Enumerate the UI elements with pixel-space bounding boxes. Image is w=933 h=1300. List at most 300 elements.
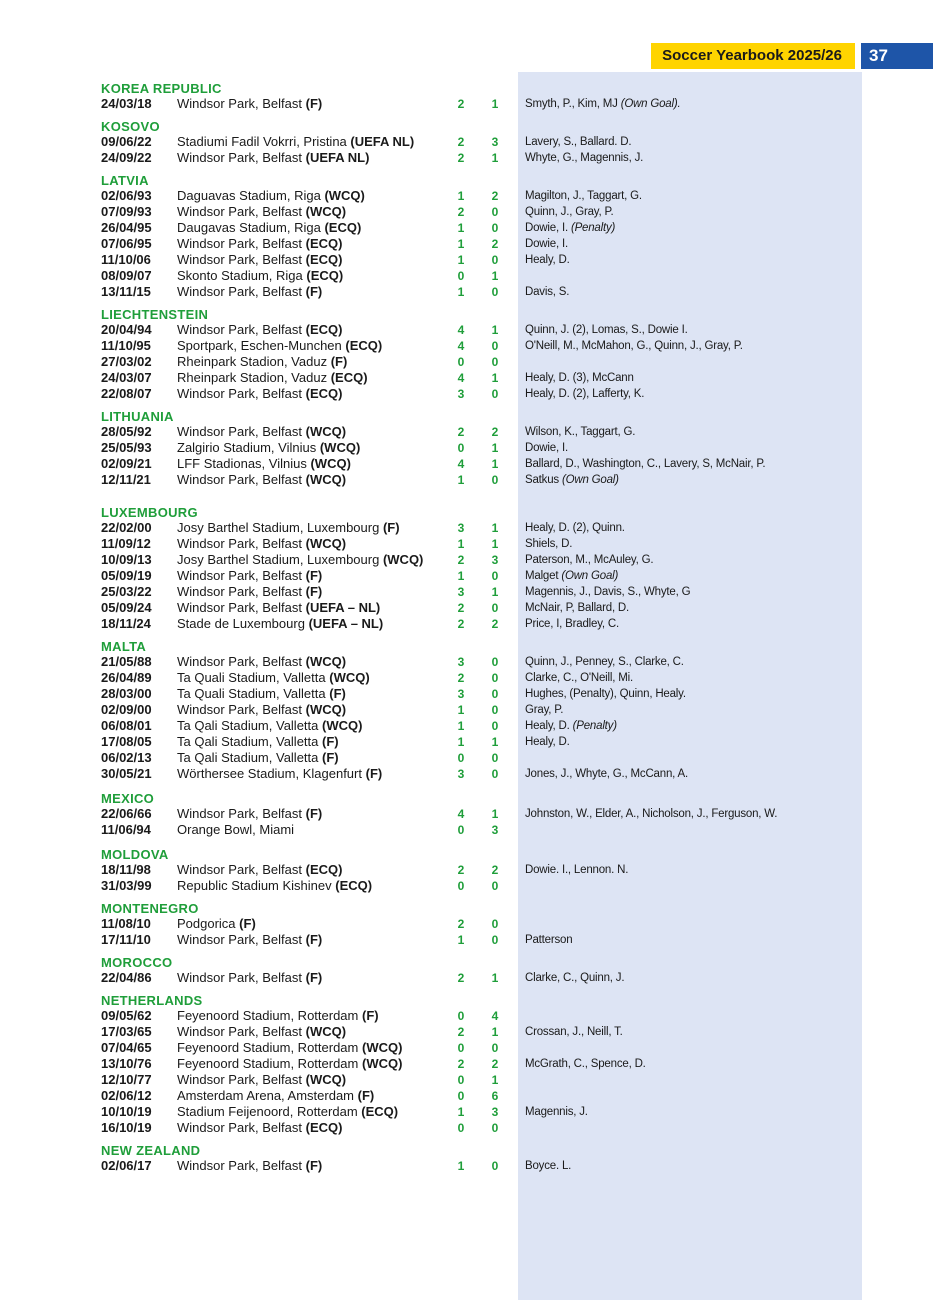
venue-name: Windsor Park, Belfast [177,96,302,111]
match-date: 02/06/17 [101,1158,152,1173]
match-date: 09/06/22 [101,134,152,149]
match-date: 18/11/98 [101,862,151,877]
country-section [101,174,821,300]
match-row [101,456,821,472]
match-date: 26/04/95 [101,220,152,235]
away-score: 2 [491,189,499,203]
match-row [101,932,821,948]
match-date: 16/10/19 [101,1120,152,1135]
match-row [101,338,821,354]
match-date: 28/05/92 [101,424,152,439]
country-section [101,640,821,782]
venue-name: Windsor Park, Belfast [177,932,302,947]
home-score: 0 [457,441,465,455]
match-date: 11/10/06 [101,252,151,267]
venue-name: Windsor Park, Belfast [177,600,302,615]
goal-scorers [525,1024,623,1040]
away-score: 0 [491,601,499,615]
away-score: 0 [491,933,499,947]
match-venue [177,536,346,552]
away-score: 1 [491,521,499,535]
home-score: 1 [457,1105,465,1119]
scorer-names: Healy, D. [525,736,570,748]
goal-scorers [525,734,570,750]
goal-scorers [525,766,688,782]
scorer-names: Paterson, M., McAuley, G. [525,554,654,566]
scorer-names: Johnston, W., Elder, A., Nicholson, J., Ferguson, W. [525,808,778,820]
away-score: 2 [491,863,499,877]
goal-scorers [525,970,624,986]
goal-scorers [525,252,570,268]
venue-name: Windsor Park, Belfast [177,970,302,985]
goal-scorers [525,424,635,440]
venue-name: Windsor Park, Belfast [177,654,302,669]
competition-code: (ECQ) [305,252,343,267]
goal-scorers [525,1104,588,1120]
home-score: 2 [457,617,465,631]
competition-code: (WCQ) [305,654,347,669]
match-date: 12/10/77 [101,1072,152,1087]
match-venue [177,220,361,236]
home-score: 2 [457,151,465,165]
venue-name: Windsor Park, Belfast [177,536,302,551]
competition-code: (ECQ) [335,878,373,893]
away-score: 1 [491,457,499,471]
match-date: 22/04/86 [101,970,152,985]
venue-name: Windsor Park, Belfast [177,386,302,401]
competition-code: (WCQ) [305,1072,347,1087]
scorer-names: McNair, P, Ballard, D. [525,602,630,614]
venue-name: Daugavas Stadium, Riga [177,220,321,235]
venue-name: Stade de Luxembourg [177,616,305,631]
country-section [101,506,821,632]
scorer-names: Gray, P. [525,704,564,716]
competition-code: (WCQ) [305,204,347,219]
match-venue [177,188,365,204]
match-venue [177,1056,402,1072]
match-date: 12/11/21 [101,472,151,487]
match-venue [177,1104,398,1120]
match-venue [177,1072,346,1088]
scorer-names: Patterson [525,934,573,946]
competition-code: (WCQ) [362,1056,403,1071]
goal-scorers [525,862,628,878]
match-venue [177,750,339,766]
home-score: 1 [457,237,465,251]
competition-code: (F) [365,766,383,781]
competition-code: (F) [305,1158,323,1173]
scorer-names: Healy, D. [525,254,570,266]
away-score: 0 [491,1159,499,1173]
away-score: 0 [491,285,499,299]
match-row [101,1088,821,1104]
scorer-names: Ballard, D., Washington, C., Lavery, S, McNair, P. [525,458,766,470]
match-row [101,686,821,702]
match-row [101,1024,821,1040]
venue-name: Ta Qali Stadium, Valletta [177,750,319,765]
competition-code: (F) [330,354,348,369]
venue-name: Windsor Park, Belfast [177,150,302,165]
away-score: 1 [491,151,499,165]
match-row [101,1056,821,1072]
venue-name: Windsor Park, Belfast [177,322,302,337]
match-venue [177,568,322,584]
venue-name: Feyenoord Stadium, Rotterdam [177,1008,359,1023]
scorer-names: Lavery, S., Ballard. D. [525,136,632,148]
away-score: 6 [491,1089,499,1103]
competition-code: (WCQ) [305,472,347,487]
match-date: 20/04/94 [101,322,152,337]
away-score: 0 [491,473,499,487]
scorer-names: Whyte, G., Magennis, J. [525,152,644,164]
country-heading: MOLDOVA [101,847,169,862]
away-score: 1 [491,1073,499,1087]
competition-code: (WCQ) [319,440,361,455]
competition-code: (WCQ) [310,456,351,471]
scorer-names: Smyth, P., Kim, MJ [525,98,618,110]
match-date: 02/06/93 [101,188,152,203]
away-score: 3 [491,823,499,837]
goal-scorers [525,654,684,670]
venue-name: Windsor Park, Belfast [177,1072,302,1087]
match-venue [177,600,380,616]
goal-scorers [525,718,617,734]
competition-code: (F) [305,584,323,599]
venue-name: Orange Bowl, Miami [177,822,295,837]
goal-scorers [525,284,569,300]
competition-code: (F) [305,932,323,947]
match-row [101,616,821,632]
match-date: 22/06/66 [101,806,152,821]
scorer-note: (Own Goal). [620,98,681,110]
match-row [101,284,821,300]
match-date: 10/10/19 [101,1104,152,1119]
scorer-names: Jones, J., Whyte, G., McCann, A. [525,768,688,780]
away-score: 0 [491,387,499,401]
match-venue [177,686,346,702]
match-date: 05/09/19 [101,568,152,583]
scorer-names: Shiels, D. [525,538,573,550]
away-score: 0 [491,1041,499,1055]
match-venue [177,1120,342,1136]
competition-code: (F) [239,916,256,931]
country-heading: NEW ZEALAND [101,1143,201,1158]
away-score: 0 [491,879,499,893]
match-row [101,440,821,456]
match-row [101,670,821,686]
goal-scorers [525,1056,646,1072]
match-date: 13/11/15 [101,284,151,299]
home-score: 4 [457,807,465,821]
match-date: 31/03/99 [101,878,152,893]
competition-code: (F) [305,96,323,111]
competition-code: (F) [357,1088,375,1103]
venue-name: Windsor Park, Belfast [177,862,302,877]
match-date: 30/05/21 [101,766,152,781]
competition-code: (WCQ) [322,718,363,733]
scorer-names: Magennis, J., Davis, S., Whyte, G [525,586,691,598]
match-venue [177,822,294,838]
scorer-note: (Own Goal) [561,570,619,582]
match-venue [177,96,322,112]
away-score: 0 [491,569,499,583]
home-score: 2 [457,601,465,615]
match-venue [177,472,346,488]
match-date: 22/02/00 [101,520,152,535]
competition-code: (WCQ) [305,424,347,439]
away-score: 0 [491,221,499,235]
venue-name: Rheinpark Stadion, Vaduz [177,370,328,385]
competition-code: (ECQ) [305,862,343,877]
match-date: 06/08/01 [101,718,152,733]
competition-code: (ECQ) [361,1104,399,1119]
competition-code: (ECQ) [305,236,343,251]
home-score: 4 [457,323,465,337]
match-date: 05/09/24 [101,600,152,615]
match-date: 24/09/22 [101,150,152,165]
goal-scorers [525,670,633,686]
goal-scorers [525,322,688,338]
home-score: 0 [457,1073,465,1087]
match-venue [177,338,382,354]
scorer-names: Healy, D. [525,720,570,732]
match-venue [177,932,322,948]
country-section [101,410,821,488]
scorer-names: Dowie. I., Lennon. N. [525,864,629,876]
country-heading: KOREA REPUBLIC [101,81,222,96]
match-date: 26/04/89 [101,670,152,685]
home-score: 2 [457,425,465,439]
competition-code: (ECQ) [324,220,362,235]
venue-name: Windsor Park, Belfast [177,252,302,267]
scorer-names: Dowie, I. [525,238,568,250]
match-venue [177,134,414,150]
match-date: 27/03/02 [101,354,152,369]
venue-name: Ta Qali Stadium, Valletta [177,718,319,733]
match-venue [177,670,370,686]
goal-scorers [525,150,643,166]
country-heading: LATVIA [101,173,149,188]
match-venue [177,284,322,300]
home-score: 2 [457,917,465,931]
match-row [101,354,821,370]
match-row [101,150,821,166]
match-row [101,600,821,616]
goal-scorers [525,584,690,600]
venue-name: Ta Quali Stadium, Valletta [177,670,326,685]
match-date: 25/03/22 [101,584,152,599]
country-heading: MALTA [101,639,147,654]
match-date: 11/09/12 [101,536,151,551]
competition-code: (ECQ) [305,1120,343,1135]
match-row [101,220,821,236]
match-venue [177,702,346,718]
competition-code: (UEFA NL) [305,150,370,165]
competition-code: (WCQ) [324,188,365,203]
venue-name: Rheinpark Stadion, Vaduz [177,354,328,369]
country-section [101,120,821,166]
away-score: 1 [491,97,499,111]
scorer-names: Quinn, J. (2), Lomas, S., Dowie I. [525,324,688,336]
away-score: 1 [491,269,499,283]
match-venue [177,734,339,750]
match-date: 08/09/07 [101,268,152,283]
venue-name: Windsor Park, Belfast [177,204,302,219]
venue-name: Windsor Park, Belfast [177,424,302,439]
country-heading: KOSOVO [101,119,160,134]
home-score: 0 [457,1009,465,1023]
venue-name: Daguavas Stadium, Riga [177,188,321,203]
match-date: 06/02/13 [101,750,152,765]
competition-code: (ECQ) [330,370,368,385]
home-score: 3 [457,767,465,781]
scorer-names: Satkus [525,474,559,486]
match-venue [177,718,362,734]
match-row [101,386,821,402]
goal-scorers [525,536,572,552]
home-score: 0 [457,751,465,765]
scorer-names: Healy, D. (3), McCann [525,372,634,384]
match-date: 07/09/93 [101,204,152,219]
match-venue [177,654,346,670]
match-date: 25/05/93 [101,440,152,455]
match-venue [177,1088,374,1104]
away-score: 1 [491,371,499,385]
scorer-names: Quinn, J., Gray, P. [525,206,614,218]
match-date: 28/03/00 [101,686,152,701]
match-venue [177,424,346,440]
venue-name: Wörthersee Stadium, Klagenfurt [177,766,362,781]
home-score: 0 [457,355,465,369]
country-section [101,994,821,1136]
match-row [101,1158,821,1174]
match-row [101,766,821,782]
away-score: 1 [491,585,499,599]
competition-code: (WCQ) [362,1040,403,1055]
match-row [101,424,821,440]
match-row [101,702,821,718]
away-score: 0 [491,719,499,733]
venue-name: Windsor Park, Belfast [177,1024,302,1039]
match-venue [177,552,423,568]
home-score: 3 [457,387,465,401]
competition-code: (WCQ) [382,552,424,567]
home-score: 2 [457,135,465,149]
home-score: 2 [457,205,465,219]
venue-name: Skonto Stadium, Riga [177,268,303,283]
match-date: 17/03/65 [101,1024,152,1039]
home-score: 2 [457,1057,465,1071]
country-section [101,82,821,112]
home-score: 4 [457,457,465,471]
match-row [101,1120,821,1136]
scorer-names: Price, I, Bradley, C. [525,618,620,630]
goal-scorers [525,386,644,402]
match-date: 22/08/07 [101,386,152,401]
competition-code: (WCQ) [305,536,347,551]
venue-name: Podgorica [177,916,236,931]
away-score: 0 [491,205,499,219]
venue-name: Amsterdam Arena, Amsterdam [177,1088,355,1103]
match-venue [177,520,400,536]
match-date: 17/11/10 [101,932,151,947]
home-score: 0 [457,1041,465,1055]
home-score: 3 [457,655,465,669]
competition-code: (F) [305,568,323,583]
match-venue [177,916,256,932]
away-score: 0 [491,671,499,685]
home-score: 1 [457,473,465,487]
competition-code: (UEFA – NL) [308,616,384,631]
match-venue [177,862,342,878]
home-score: 2 [457,1025,465,1039]
home-score: 2 [457,863,465,877]
country-heading: MOROCCO [101,955,173,970]
competition-code: (F) [362,1008,379,1023]
country-section [101,308,821,402]
home-score: 1 [457,735,465,749]
country-heading: LUXEMBOURG [101,505,198,520]
away-score: 2 [491,425,499,439]
home-score: 1 [457,221,465,235]
match-date: 11/08/10 [101,916,151,931]
country-section [101,848,821,894]
venue-name: Stadium Feijenoord, Rotterdam [177,1104,358,1119]
match-row [101,718,821,734]
match-venue [177,970,322,986]
match-date: 13/10/76 [101,1056,152,1071]
home-score: 0 [457,1121,465,1135]
country-heading: NETHERLANDS [101,993,203,1008]
competition-code: (UEFA – NL) [305,600,381,615]
away-score: 1 [491,323,499,337]
away-score: 4 [491,1009,499,1023]
country-section [101,956,821,986]
goal-scorers [525,552,653,568]
venue-name: Ta Qali Stadium, Valletta [177,734,319,749]
home-score: 1 [457,703,465,717]
venue-name: Windsor Park, Belfast [177,568,302,583]
goal-scorers [525,702,563,718]
country-section [101,792,821,838]
home-score: 0 [457,823,465,837]
home-score: 3 [457,585,465,599]
away-score: 1 [491,441,499,455]
match-venue [177,386,342,402]
away-score: 0 [491,655,499,669]
match-venue [177,322,342,338]
goal-scorers [525,686,686,702]
results-list [101,82,821,1174]
match-row [101,370,821,386]
competition-code: (F) [305,970,323,985]
country-heading: LITHUANIA [101,409,174,424]
competition-code: (F) [305,284,323,299]
match-date: 02/09/00 [101,702,152,717]
venue-name: Windsor Park, Belfast [177,584,302,599]
match-row [101,520,821,536]
match-venue [177,150,369,166]
match-date: 18/11/24 [101,616,151,631]
scorer-names: Magilton, J., Taggart, G. [525,190,642,202]
scorer-names: Clarke, C., O'Neill, Mi. [525,672,633,684]
venue-name: Republic Stadium Kishinev [177,878,332,893]
competition-code: (F) [322,734,339,749]
home-score: 1 [457,189,465,203]
competition-code: (UEFA NL) [350,134,415,149]
goal-scorers [525,616,619,632]
competition-code: (WCQ) [305,1024,347,1039]
